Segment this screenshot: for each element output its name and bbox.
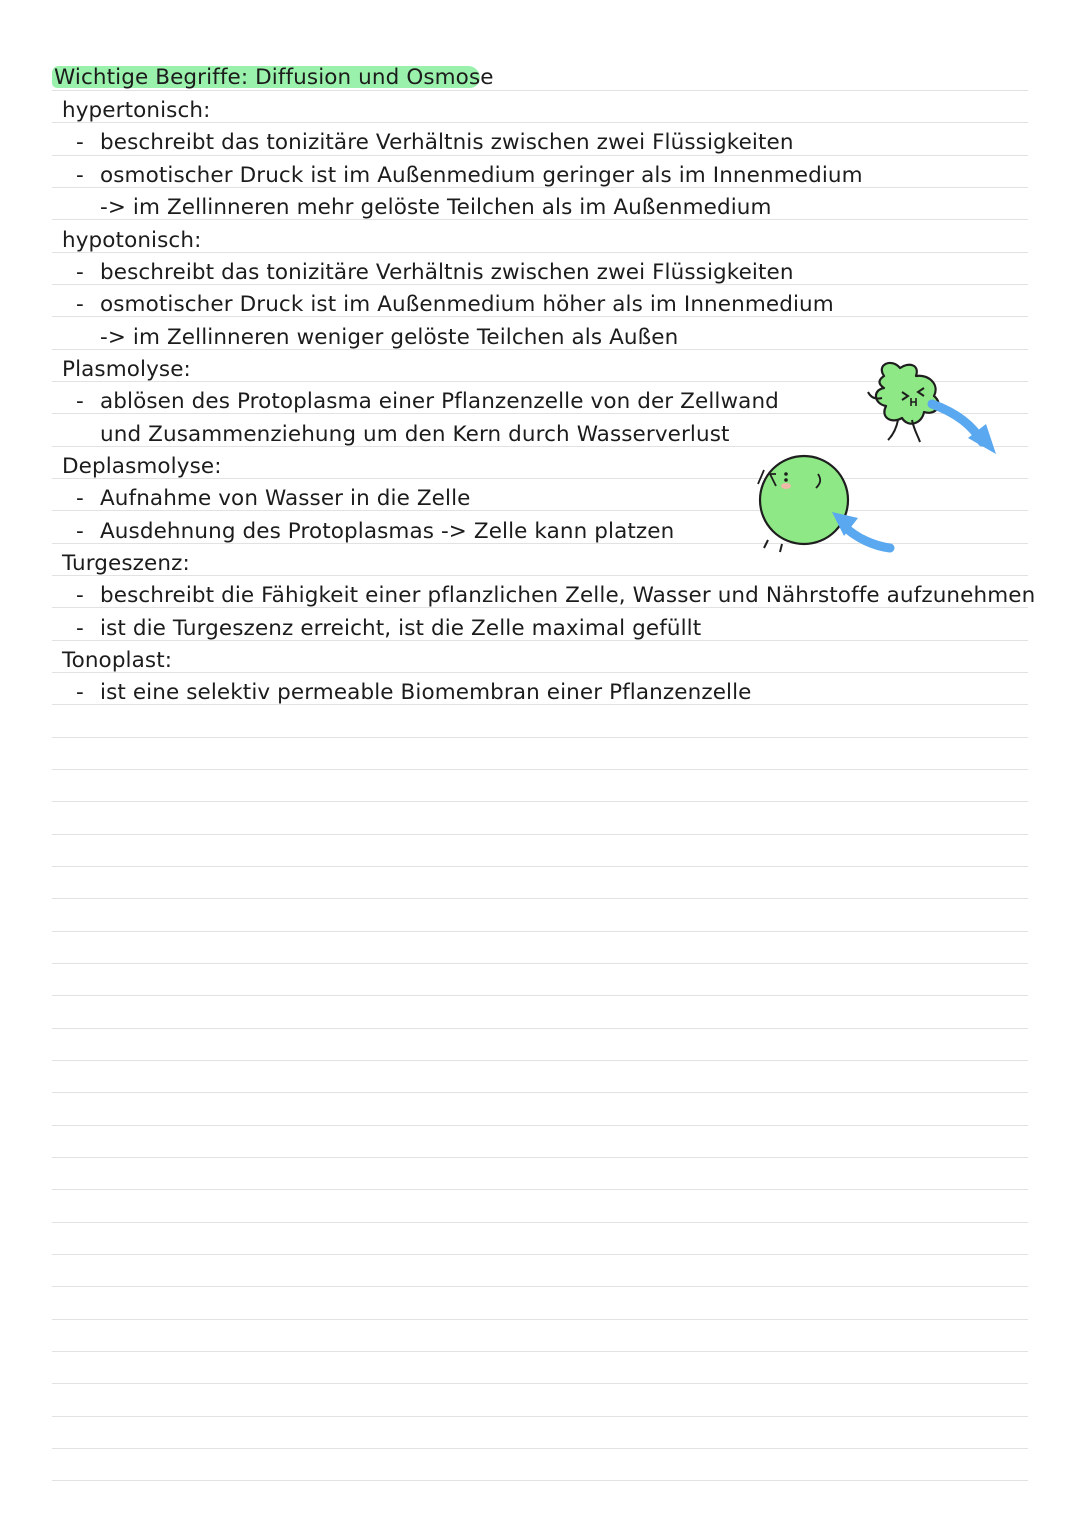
term-plasmolyse: Plasmolyse: — [62, 357, 191, 382]
term-hypotonisch: hypotonisch: — [62, 228, 202, 253]
bullet-dash: - — [76, 616, 84, 641]
bullet-dash: - — [76, 130, 84, 155]
list-item-text: Aufnahme von Wasser in die Zelle — [100, 486, 471, 511]
list-item-text: ist die Turgeszenz erreicht, ist die Zelle maximal gefüllt — [100, 616, 702, 641]
list-item — [76, 257, 794, 289]
list-item — [76, 160, 863, 192]
bullet-dash: - — [76, 163, 84, 188]
bullet-dash: - — [76, 486, 84, 511]
term-tonoplast: Tonoplast: — [62, 648, 173, 673]
page-title: Wichtige Begriffe: Diffusion und Osmose — [54, 65, 494, 90]
list-item-text: beschreibt die Fähigkeit einer pflanzlichen Zelle, Wasser und Nährstoffe aufzunehmen — [100, 583, 1036, 608]
list-item — [76, 483, 470, 515]
list-item — [76, 677, 752, 709]
list-item-text: osmotischer Druck ist im Außenmedium höher als im Innenmedium — [100, 292, 834, 317]
list-item-text: beschreibt das tonizitäre Verhältnis zwischen zwei Flüssigkeiten — [100, 260, 794, 285]
list-item — [76, 516, 674, 548]
list-item — [76, 127, 794, 159]
list-item — [76, 580, 1035, 612]
list-item-text: ablösen des Protoplasma einer Pflanzenzelle von der Zellwand — [100, 389, 779, 414]
term-turgeszenz: Turgeszenz: — [62, 551, 190, 576]
list-item-continuation: und Zusammenziehung um den Kern durch Wasserverlust — [100, 422, 730, 447]
deplasmolysis-cell-illustration — [748, 452, 908, 562]
list-item-text: beschreibt das tonizitäre Verhältnis zwischen zwei Flüssigkeiten — [100, 130, 794, 155]
list-item — [76, 289, 834, 321]
bullet-dash: - — [76, 680, 84, 705]
term-hypertonisch: hypertonisch: — [62, 98, 211, 123]
sub-note: -> im Zellinneren weniger gelöste Teilchen als Außen — [100, 325, 679, 350]
bullet-dash: - — [76, 260, 84, 285]
list-item-text: osmotischer Druck ist im Außenmedium geringer als im Innenmedium — [100, 163, 863, 188]
list-item — [76, 613, 701, 645]
bullet-dash: - — [76, 389, 84, 414]
sub-note: -> im Zellinneren mehr gelöste Teilchen als im Außenmedium — [100, 195, 772, 220]
list-item-text: ist eine selektiv permeable Biomembran einer Pflanzenzelle — [100, 680, 752, 705]
bullet-dash: - — [76, 519, 84, 544]
list-item-text: Ausdehnung des Protoplasmas -> Zelle kann platzen — [100, 519, 675, 544]
bullet-dash: - — [76, 292, 84, 317]
term-deplasmolyse: Deplasmolyse: — [62, 454, 222, 479]
list-item — [76, 386, 779, 418]
bullet-dash: - — [76, 583, 84, 608]
